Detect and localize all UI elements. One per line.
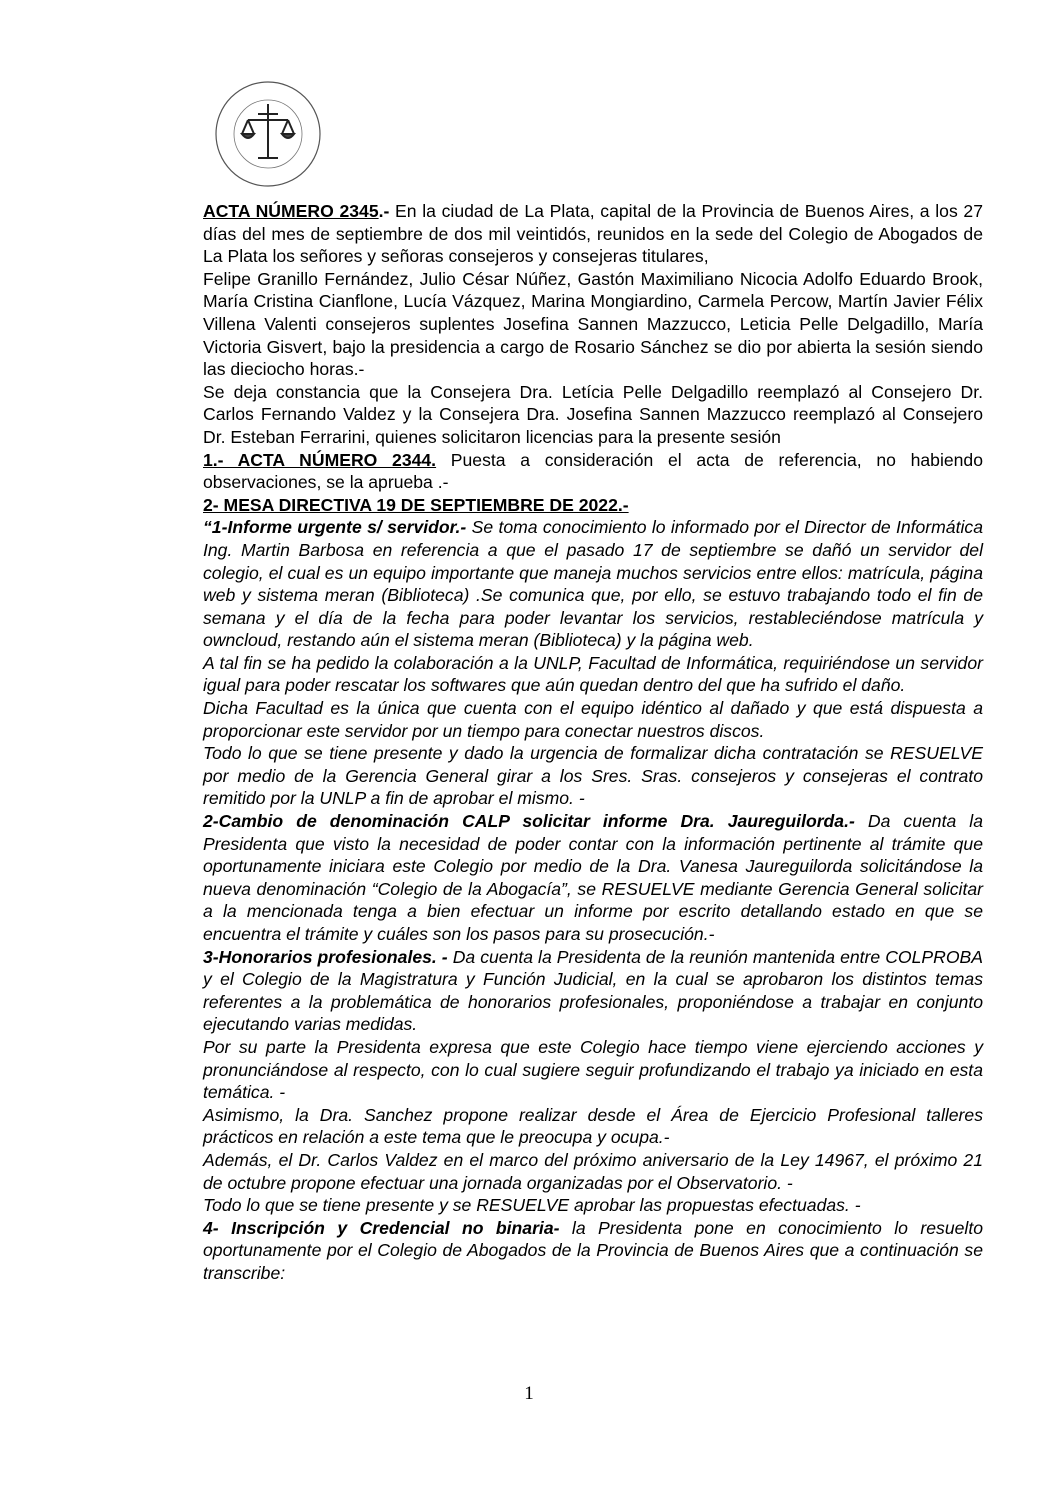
item-2-heading: 2- MESA DIRECTIVA 19 DE SEPTIEMBRE DE 2022.- bbox=[203, 494, 629, 515]
subitem-1-heading: “1-Informe urgente s/ servidor.- bbox=[203, 517, 467, 538]
acta-heading: ACTA NÚMERO 2345 bbox=[203, 201, 379, 221]
subitem-4-paragraph: 4- Inscripción y Credencial no binaria- la Presidenta pone en conocimiento lo resuelto oportunamente por el Colegio de Abogados de la Provincia de Buenos Aires que a continuación se transcribe: bbox=[203, 1217, 983, 1283]
subitem-1-p4: Todo lo que se tiene presente y dado la urgencia de formalizar dicha contratación se RESUELVE por medio de la Gerencia General girar a los Sres. Sras. consejeros y consejeras el contrato remitido por la UNLP a fin de aprobar el mismo. - bbox=[203, 743, 983, 809]
attendees-paragraph: Felipe Granillo Fernández, Julio César Núñez, Gastón Maximiliano Nicocia Adolfo Eduardo Brook, María Cristina Cianflone, Lucía Vázquez, Marina Mongiardino, Carmela Percow, Martín Javier Félix Villena Valenti consejeros suplentes Josefina Sannen Mazzucco, Leticia Pelle Delgadillo, María Victoria Gisvert, bajo la presidencia a cargo de Rosario Sánchez se dio por abierta la sesión siendo las dieciocho horas.- bbox=[203, 268, 983, 380]
subitem-2-paragraph: 2-Cambio de denominación CALP solicitar informe Dra. Jaureguilorda.- Da cuenta la Presidenta que visto la necesidad de poder contar con la información pertinente al trámite que oportunamente iniciara este Colegio por medio de la Dra. Vanesa Jaureguilorda solicitándose la nueva denominación “Colegio de la Abogacía”, se RESUELVE mediante Gerencia General solicitar a la mencionada tenga a bien efectuar un informe por escrito detallando estado en que se encuentra el trámite y cuáles son los pasos para su prosecución.- bbox=[203, 811, 983, 944]
item-1-heading: 1.- ACTA NÚMERO 2344. bbox=[203, 449, 437, 470]
subitem-3-p2: Por su parte la Presidenta expresa que este Colegio hace tiempo viene ejerciendo acciones y pronunciándose al respecto, con lo cual sugiere seguir profundizando el trabajo ya iniciado en esta temática. - bbox=[203, 1036, 983, 1103]
subitem-1-p3: Dicha Facultad es la única que cuenta con el equipo idéntico al dañado y que está dispuesta a proporcionar este servidor por un tiempo para conectar nuestros discos. bbox=[203, 698, 983, 741]
document-body bbox=[203, 200, 983, 1285]
subitem-1-paragraph: “1-Informe urgente s/ servidor.- Se toma conocimiento lo informado por el Director de Informática Ing. Martin Barbosa en referencia a que el pasado 17 de septiembre se dañó un servidor del colegio, el cual es un equipo importante que maneja muchos servicios entre ellos: matrícula, página web y sistema meran (Biblioteca) .Se comunica que, por ello, se estuvo trabajando todo el fin de semana y el día de la fecha para poder levantar los servicios, restableciéndose matrícula y owncloud, restando aún el sistema meran (Biblioteca) y la página web. bbox=[203, 517, 983, 651]
colegio-logo-seal bbox=[212, 78, 324, 190]
scales-of-justice-icon bbox=[242, 104, 294, 158]
intro-paragraph: ACTA NÚMERO 2345.- En la ciudad de La Plata, capital de la Provincia de Buenos Aires, a los 27 días del mes de septiembre de dos mil veintidós, reunidos en la sede del Colegio de Abogados de La Plata los señores y señoras consejeros y consejeras titulares, bbox=[203, 201, 984, 267]
subitem-4-heading: 4- Inscripción y Credencial no binaria- bbox=[203, 1217, 560, 1238]
replacement-paragraph: Se deja constancia que la Consejera Dra. Letícia Pelle Delgadillo reemplazó al Consejero Dr. Carlos Fernando Valdez y la Consejera Dra. Josefina Sannen Mazzucco reemplazó al Consejero Dr. Esteban Ferrarini, quienes solicitaron licencias para la presente sesión bbox=[203, 381, 983, 447]
item-1-paragraph: 1.- ACTA NÚMERO 2344. Puesta a consideración el acta de referencia, no habiendo observaciones, se la aprueba .- bbox=[203, 449, 983, 493]
subitem-3-paragraph: 3-Honorarios profesionales. - Da cuenta la Presidenta de la reunión mantenida entre COLPROBA y el Colegio de la Magistratura y Función Judicial, en la cual se aprobaron los distintos temas referentes a la problemática de honorarios profesionales, proponiéndose a trabajar en conjunto ejecutando varias medidas. bbox=[203, 946, 983, 1035]
subitem-3-p4: Además, el Dr. Carlos Valdez en el marco del próximo aniversario de la Ley 14967, el próximo 21 de octubre propone efectuar una jornada organizadas por el Observatorio. - bbox=[203, 1149, 983, 1193]
subitem-1-p2: A tal fin se ha pedido la colaboración a la UNLP, Facultad de Informática, requiriéndose un servidor igual para poder rescatar los softwares que aún quedan dentro del que ha sufrido el daño. bbox=[203, 652, 983, 696]
subitem-3-p5: Todo lo que se tiene presente y se RESUELVE aprobar las propuestas efectuadas. - bbox=[203, 1195, 861, 1216]
subitem-3-heading: 3-Honorarios profesionales. - bbox=[203, 946, 448, 967]
page-number: 1 bbox=[524, 1383, 534, 1404]
subitem-3-p3: Asimismo, la Dra. Sanchez propone realizar desde el Área de Ejercicio Profesional talleres prácticos en relación a este tema que le preocupa y ocupa.- bbox=[203, 1104, 983, 1148]
subitem-2-heading: 2-Cambio de denominación CALP solicitar informe Dra. Jaureguilorda.- bbox=[203, 811, 855, 832]
